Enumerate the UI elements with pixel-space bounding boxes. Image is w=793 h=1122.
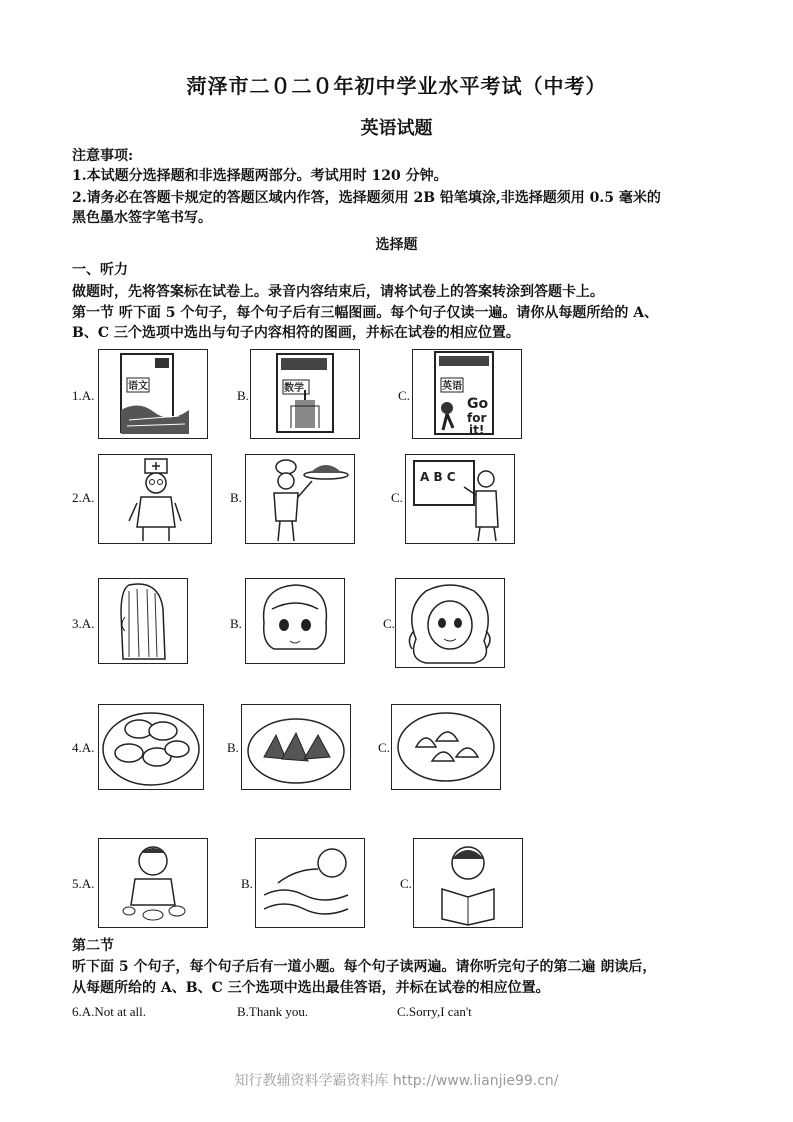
q4-option-a-picture[interactable] (98, 704, 204, 790)
notice-item-2-cont: 黑色墨水签字笔书写。 (72, 210, 212, 226)
book-cover-title-1: 语文 (128, 381, 148, 392)
notice-item-2: 2.请务必在答题卡规定的答题区域内作答，选择题须用 2B 铅笔填涂,非选择题须用 0.5 毫米的 (72, 190, 661, 206)
q3-option-b-picture[interactable] (245, 578, 345, 664)
mooncakes-icon (99, 705, 203, 789)
svg-text:for: for (467, 411, 487, 425)
blackboard-text: A B C (420, 470, 456, 484)
q5-label-c: C. (400, 876, 412, 891)
q1-option-c-picture[interactable] (412, 349, 522, 439)
q5-option-b-picture[interactable] (255, 838, 365, 928)
q3-option-a-picture[interactable] (98, 578, 188, 664)
q2-label-c: C. (391, 490, 403, 505)
q3-label-a: 3.A. (72, 616, 95, 631)
part2-instruction-cont: 从每题所给的 A、B、C 三个选项中选出最佳答语，并标在试卷的相应位置。 (72, 980, 550, 996)
q1-label-a: 1.A. (72, 388, 95, 403)
q3-label-c: C. (383, 616, 395, 631)
curly-hair-girl-icon (396, 579, 504, 667)
teacher-icon (406, 455, 514, 543)
chef-icon (246, 455, 354, 543)
q6-option-c[interactable]: C.Sorry,I can't (397, 1004, 472, 1019)
q6-option-a[interactable]: 6.A.Not at all. (72, 1004, 147, 1019)
q2-label-b: B. (230, 490, 242, 505)
english-book-icon (413, 350, 521, 438)
q5-option-a-picture[interactable] (98, 838, 208, 928)
notice-heading: 注意事项: (72, 148, 134, 164)
section-choice-heading: 选择题 (375, 237, 418, 253)
q2-label-a: 2.A. (72, 490, 95, 505)
swimming-icon (256, 839, 364, 927)
part1-instruction: 第一节 听下面 5 个句子，每个句子后有三幅图画。每个句子仅读一遍。请你从每题所给的 A、 (72, 305, 659, 321)
child-eating-icon (99, 839, 207, 927)
q4-option-b-picture[interactable] (241, 704, 351, 790)
short-hair-girl-icon (246, 579, 344, 663)
q4-option-c-picture[interactable] (391, 704, 501, 790)
q1-label-b: B. (237, 388, 249, 403)
q4-label-b: B. (227, 740, 239, 755)
q1-option-a-picture[interactable] (98, 349, 208, 439)
q3-label-b: B. (230, 616, 242, 631)
part2-heading: 第二节 (72, 938, 114, 954)
exam-title: 菏泽市二０二０年初中学业水平考试（中考） (186, 74, 607, 98)
exam-subtitle: 英语试题 (360, 118, 433, 139)
footer-watermark: 知行教辅资料学霸资料库 http://www.lianjie99.cn/ (234, 1073, 559, 1089)
doctor-icon (99, 455, 211, 543)
q2-option-a-picture[interactable] (98, 454, 212, 544)
q2-option-c-picture[interactable] (405, 454, 515, 544)
q5-label-a: 5.A. (72, 876, 95, 891)
q5-option-c-picture[interactable] (413, 838, 523, 928)
chinese-book-icon (99, 350, 207, 438)
q4-label-c: C. (378, 740, 390, 755)
listening-heading: 一、听力 (72, 262, 128, 278)
svg-text:Go: Go (467, 396, 489, 412)
q4-label-a: 4.A. (72, 740, 95, 755)
notice-item-1: 1.本试题分选择题和非选择题两部分。考试用时 120 分钟。 (72, 168, 448, 184)
q1-option-b-picture[interactable] (250, 349, 360, 439)
svg-text:it!: it! (469, 423, 485, 437)
q1-label-c: C. (398, 388, 410, 403)
q5-label-b: B. (241, 876, 253, 891)
part1-instruction-cont: B、C 三个选项中选出与句子内容相符的图画，并标在试卷的相应位置。 (72, 325, 520, 341)
q2-option-b-picture[interactable] (245, 454, 355, 544)
book-cover-title-3: 英语 (442, 381, 462, 392)
part2-instruction: 听下面 5 个句子，每个句子后有一道小题。每个句子读两遍。请你听完句子的第二遍 朗读后， (72, 959, 657, 975)
dumplings-icon (392, 705, 500, 789)
q3-option-c-picture[interactable] (395, 578, 505, 668)
listening-instruction: 做题时，先将答案标在试卷上。录音内容结束后，请将试卷上的答案转涂到答题卡上。 (72, 284, 604, 300)
book-cover-title-2: 数学 (284, 383, 304, 394)
zongzi-icon (242, 705, 350, 789)
q6-option-b[interactable]: B.Thank you. (237, 1004, 309, 1019)
long-straight-hair-girl-icon (99, 579, 187, 663)
child-reading-icon (414, 839, 522, 927)
math-book-icon (251, 350, 359, 438)
